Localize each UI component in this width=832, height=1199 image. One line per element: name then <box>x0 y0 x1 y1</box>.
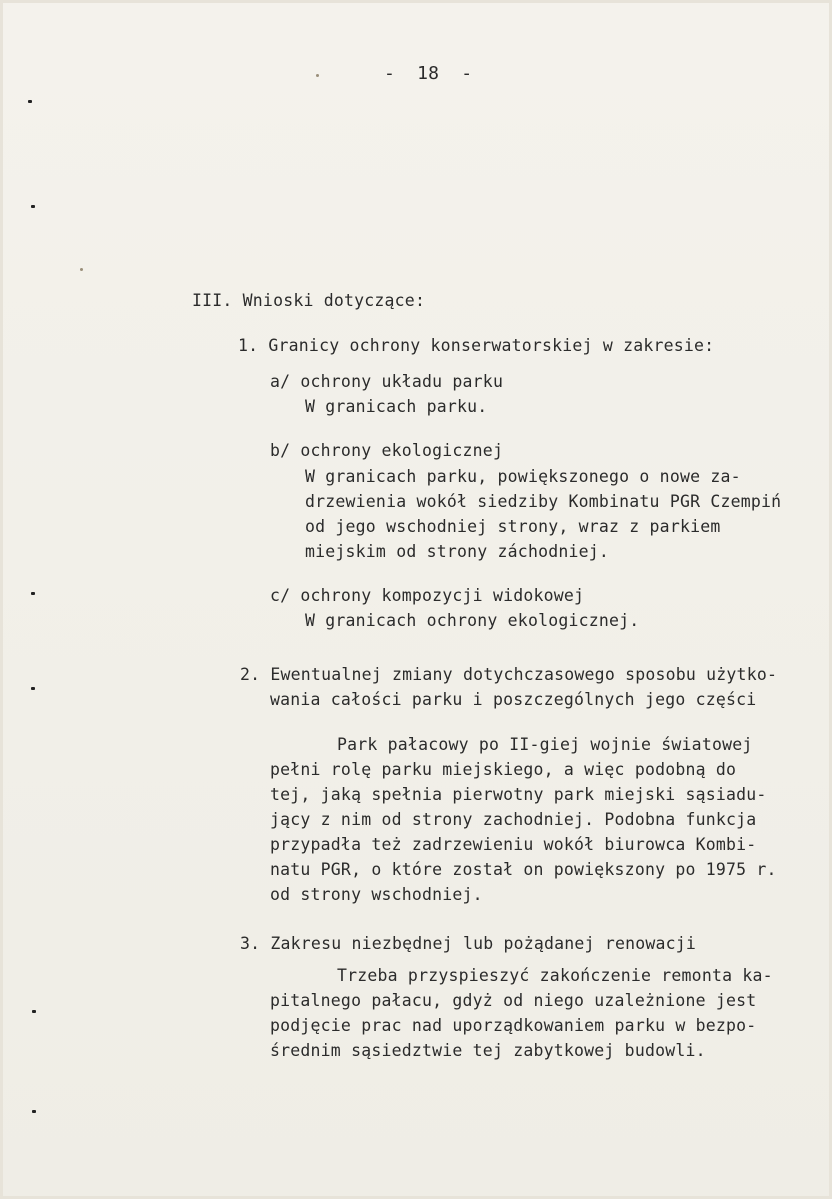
item2-title-line: wania całości parku i poszczególnych jego części <box>270 690 757 709</box>
margin-mark <box>31 592 35 595</box>
item2-paragraph-line: od strony wschodniej. <box>270 885 483 904</box>
margin-mark <box>32 1010 36 1013</box>
item1-b-title: b/ ochrony ekologicznej <box>270 441 504 460</box>
margin-dot <box>80 268 83 271</box>
margin-mark <box>31 687 35 690</box>
margin-mark <box>32 1110 36 1113</box>
item2-paragraph-line: Park pałacowy po II-giej wojnie światowej <box>337 735 753 754</box>
item2-paragraph-line: natu PGR, o które został on powiększony po 1975 r. <box>270 860 777 879</box>
item2-paragraph-line: przypadła też zadrzewieniu wokół biurowca Kombi- <box>270 835 757 854</box>
page-number: - 18 - <box>384 63 473 84</box>
item2-paragraph-line: jący z nim od strony zachodniej. Podobna funkcja <box>270 810 757 829</box>
item1-b-line: od jego wschodniej strony, wraz z parkiem <box>305 517 721 536</box>
item1-b-line: W granicach parku, powiększonego o nowe za- <box>305 467 741 486</box>
item2-paragraph-line: pełni rolę parku miejskiego, a więc podobną do <box>270 760 737 779</box>
item3-title: 3. Zakresu niezbędnej lub pożądanej renowacji <box>240 934 697 953</box>
item1-c-title: c/ ochrony kompozycji widokowej <box>270 586 585 605</box>
item1-title: 1. Granicy ochrony konserwatorskiej w zakresie: <box>238 336 715 355</box>
item1-b-line: miejskim od strony záchodniej. <box>305 542 610 561</box>
section-heading: III. Wnioski dotyczące: <box>192 291 426 310</box>
item1-b-line: drzewienia wokół siedziby Kombinatu PGR Czempiń <box>305 492 782 511</box>
item3-paragraph-line: średnim sąsiedztwie tej zabytkowej budowli. <box>270 1041 706 1060</box>
item3-paragraph-line: pitalnego pałacu, gdyż od niego uzależnione jest <box>270 991 757 1010</box>
item1-a-text: W granicach parku. <box>305 397 488 416</box>
item3-paragraph-line: Trzeba przyspieszyć zakończenie remonta ka- <box>337 966 773 985</box>
item2-paragraph-line: tej, jaką spełnia pierwotny park miejski sąsiadu- <box>270 785 767 804</box>
margin-mark <box>31 205 35 208</box>
margin-mark <box>28 100 32 103</box>
margin-dot <box>316 74 319 77</box>
item1-c-text: W granicach ochrony ekologicznej. <box>305 611 640 630</box>
item1-a-title: a/ ochrony układu parku <box>270 372 504 391</box>
item2-title-line: 2. Ewentualnej zmiany dotychczasowego sposobu użytko- <box>240 665 778 684</box>
item3-paragraph-line: podjęcie prac nad uporządkowaniem parku w bezpo- <box>270 1016 757 1035</box>
